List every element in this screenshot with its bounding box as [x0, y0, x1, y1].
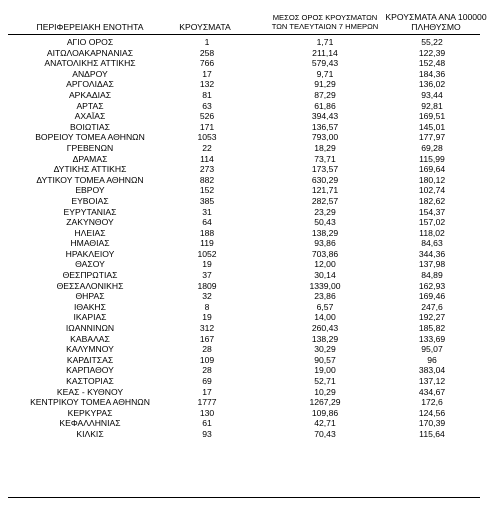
- cell-region: ΘΕΣΠΡΩΤΙΑΣ: [62, 270, 118, 281]
- cell-region: ΚΕΡΚΥΡΑΣ: [67, 407, 113, 418]
- cell-cases: 188: [199, 227, 215, 238]
- cell-7day-average: 23,86: [314, 291, 336, 302]
- cell-region: ΔΥΤΙΚΟΥ ΤΟΜΕΑ ΑΘΗΝΩΝ: [36, 174, 144, 185]
- cell-per-100k: 192,27: [418, 312, 446, 323]
- cell-region: ΗΜΑΘΙΑΣ: [70, 238, 110, 249]
- cell-7day-average: 1267,29: [309, 397, 341, 408]
- table-row: [0, 376, 500, 387]
- cell-per-100k: 157,02: [418, 217, 446, 228]
- cell-region: ΚΕΦΑΛΛΗΝΙΑΣ: [59, 418, 121, 429]
- cell-per-100k: 434,67: [418, 386, 446, 397]
- cell-per-100k: 102,74: [418, 185, 446, 196]
- table-row: [0, 323, 500, 334]
- cell-per-100k: 152,48: [418, 58, 446, 69]
- table-row: [0, 228, 500, 239]
- cell-region: ΙΚΑΡΙΑΣ: [73, 312, 107, 323]
- cell-cases: 258: [199, 47, 215, 58]
- cell-cases: 1052: [197, 248, 217, 259]
- cell-cases: 31: [202, 206, 212, 217]
- cell-per-100k: 162,93: [418, 280, 446, 291]
- cell-region: ΑΧΑΪΑΣ: [74, 111, 106, 122]
- cell-7day-average: 73,71: [314, 153, 336, 164]
- table-row: [0, 37, 500, 48]
- cell-region: ΚΑΒΑΛΑΣ: [70, 333, 110, 344]
- cell-region: ΘΑΣΟΥ: [75, 259, 105, 270]
- cell-region: ΚΕΑΣ - ΚΥΘΝΟΥ: [56, 386, 124, 397]
- header-divider: [8, 34, 480, 35]
- cell-cases: 526: [199, 111, 215, 122]
- cell-region: ΓΡΕΒΕΝΩΝ: [66, 142, 114, 153]
- cell-7day-average: 93,86: [314, 238, 336, 249]
- table-row: [0, 101, 500, 112]
- cell-7day-average: 61,86: [314, 100, 336, 111]
- cell-cases: 93: [202, 428, 212, 439]
- cell-per-100k: 115,64: [419, 428, 445, 439]
- cell-region: ΔΥΤΙΚΗΣ ΑΤΤΙΚΗΣ: [53, 164, 127, 175]
- cell-cases: 22: [202, 142, 212, 153]
- cell-cases: 81: [202, 89, 212, 100]
- cell-per-100k: 92,81: [421, 100, 443, 111]
- cell-7day-average: 138,29: [311, 227, 339, 238]
- table-row: [0, 418, 500, 429]
- cell-per-100k: 154,37: [418, 206, 446, 217]
- cell-per-100k: 93,44: [421, 89, 443, 100]
- cell-7day-average: 42,71: [314, 418, 336, 429]
- cell-cases: 130: [199, 407, 215, 418]
- cell-region: ΔΡΑΜΑΣ: [72, 153, 108, 164]
- cell-per-100k: 133,69: [418, 333, 446, 344]
- cell-cases: 882: [199, 174, 215, 185]
- cell-per-100k: 170,39: [418, 418, 446, 429]
- cell-region: ΕΥΡΥΤΑΝΙΑΣ: [63, 206, 117, 217]
- table-row: [0, 238, 500, 249]
- cell-cases: 63: [202, 100, 212, 111]
- cell-7day-average: 23,29: [314, 206, 336, 217]
- cell-cases: 28: [202, 365, 212, 376]
- table-row: [0, 429, 500, 440]
- cell-region: ΕΒΡΟΥ: [75, 185, 105, 196]
- cell-per-100k: 169,64: [418, 164, 446, 175]
- cell-per-100k: 118,02: [419, 227, 445, 238]
- cell-region: ΚΑΡΔΙΤΣΑΣ: [66, 354, 114, 365]
- cell-7day-average: 136,57: [311, 121, 339, 132]
- cell-cases: 312: [199, 323, 215, 334]
- cell-7day-average: 109,86: [311, 407, 339, 418]
- cell-7day-average: 1,71: [316, 37, 334, 47]
- cell-cases: 17: [202, 68, 212, 79]
- cell-region: ΗΡΑΚΛΕΙΟΥ: [65, 248, 115, 259]
- table-bottom-divider: [8, 497, 480, 498]
- cell-cases: 1777: [197, 397, 217, 408]
- cell-cases: 61: [202, 418, 212, 429]
- table-row: [0, 291, 500, 302]
- cell-cases: 132: [199, 79, 215, 90]
- cell-7day-average: 91,29: [314, 79, 336, 90]
- table-row: [0, 164, 500, 175]
- cell-per-100k: 182,62: [418, 195, 446, 206]
- cell-7day-average: 70,43: [314, 428, 336, 439]
- table-row: [0, 259, 500, 270]
- cell-7day-average: 1339,00: [309, 280, 341, 291]
- cell-cases: 64: [202, 217, 212, 228]
- cell-region: ΑΡΚΑΔΙΑΣ: [68, 89, 112, 100]
- cell-7day-average: 87,29: [314, 89, 336, 100]
- cell-7day-average: 630,29: [311, 174, 339, 185]
- cell-7day-average: 6,57: [316, 301, 334, 312]
- cell-per-100k: 383,04: [418, 365, 446, 376]
- cell-per-100k: 84,89: [421, 270, 443, 281]
- cell-7day-average: 394,43: [311, 111, 339, 122]
- cell-cases: 167: [199, 333, 215, 344]
- cell-cases: 1053: [197, 132, 217, 143]
- table-row: [0, 281, 500, 292]
- cell-per-100k: 172,6: [421, 397, 443, 408]
- cell-per-100k: 55,22: [421, 37, 443, 47]
- cell-region: ΚΕΝΤΡΙΚΟΥ ΤΟΜΕΑ ΑΘΗΝΩΝ: [30, 397, 150, 408]
- cell-region: ΚΑΡΠΑΘΟΥ: [66, 365, 114, 376]
- cell-7day-average: 30,29: [314, 344, 336, 355]
- cell-per-100k: 136,02: [418, 79, 446, 90]
- cell-per-100k: 137,98: [418, 259, 446, 270]
- cell-per-100k: 184,36: [418, 68, 446, 79]
- cell-7day-average: 121,71: [311, 185, 339, 196]
- cell-7day-average: 90,57: [314, 354, 336, 365]
- cell-region: ΖΑΚΥΝΘΟΥ: [66, 217, 114, 228]
- header-per-100k-line1: ΚΡΟΥΣΜΑΤΑ ΑΝΑ 100000: [385, 12, 487, 22]
- cell-cases: 152: [199, 185, 215, 196]
- cell-cases: 28: [202, 344, 212, 355]
- table-row: [0, 143, 500, 154]
- cell-cases: 69: [202, 376, 212, 386]
- cell-region: ΑΓΙΟ ΟΡΟΣ: [66, 37, 114, 47]
- cell-cases: 171: [199, 121, 215, 132]
- table-row: [0, 58, 500, 69]
- cell-per-100k: 115,99: [419, 153, 445, 164]
- cell-per-100k: 84,63: [421, 238, 443, 249]
- table-row: [0, 217, 500, 228]
- header-7day-average-line1: ΜΕΣΟΣ ΟΡΟΣ ΚΡΟΥΣΜΑΤΩΝ: [272, 13, 378, 22]
- header-cases-label: ΚΡΟΥΣΜΑΤΑ: [179, 22, 231, 32]
- cell-cases: 1809: [197, 280, 217, 291]
- cell-region: ΑΡΓΟΛΙΔΑΣ: [66, 79, 114, 90]
- cell-region: ΕΥΒΟΙΑΣ: [71, 195, 109, 206]
- cell-per-100k: 247,6: [421, 301, 443, 312]
- header-7day-average-line2: ΤΩΝ ΤΕΛΕΥΤΑΙΩΝ 7 ΗΜΕΡΩΝ: [271, 22, 379, 31]
- cell-cases: 273: [199, 164, 215, 175]
- cell-region: ΚΑΛΥΜΝΟΥ: [66, 344, 114, 355]
- cell-cases: 109: [199, 354, 215, 365]
- cell-7day-average: 12,00: [314, 259, 336, 270]
- cell-per-100k: 169,46: [418, 291, 446, 302]
- cell-7day-average: 282,57: [311, 195, 339, 206]
- cell-cases: 19: [202, 312, 212, 323]
- cell-cases: 385: [199, 195, 215, 206]
- header-7day-average: [265, 13, 385, 31]
- cell-region: ΚΑΣΤΟΡΙΑΣ: [66, 376, 114, 386]
- cell-per-100k: 69,28: [421, 142, 443, 153]
- cell-cases: 17: [202, 386, 212, 397]
- cell-cases: 119: [200, 238, 214, 249]
- table-row: [0, 122, 500, 133]
- cell-per-100k: 122,39: [418, 47, 446, 58]
- cell-region: ΑΝΔΡΟΥ: [72, 68, 108, 79]
- table-row: [0, 355, 500, 366]
- cell-7day-average: 211,14: [312, 47, 338, 58]
- cell-cases: 766: [199, 58, 215, 69]
- cell-region: ΗΛΕΙΑΣ: [74, 227, 106, 238]
- table-row: [0, 397, 500, 408]
- table-row: [0, 90, 500, 101]
- cell-7day-average: 703,86: [311, 248, 339, 259]
- cell-region: ΘΗΡΑΣ: [75, 291, 105, 302]
- table-row: [0, 312, 500, 323]
- cell-per-100k: 95,07: [421, 344, 443, 355]
- cell-per-100k: 180,12: [418, 174, 446, 185]
- cell-7day-average: 579,43: [311, 58, 339, 69]
- cell-7day-average: 173,57: [311, 164, 339, 175]
- cell-7day-average: 19,00: [314, 365, 336, 376]
- table-row: [0, 69, 500, 80]
- cell-7day-average: 30,14: [314, 270, 336, 281]
- table-body: [0, 37, 500, 440]
- cell-7day-average: 10,29: [314, 386, 336, 397]
- table-row: [0, 365, 500, 376]
- table-row: [0, 344, 500, 355]
- table-row: [0, 207, 500, 218]
- cell-region: ΙΘΑΚΗΣ: [74, 301, 106, 312]
- cell-per-100k: 169,51: [418, 111, 446, 122]
- cell-cases: 114: [200, 153, 214, 164]
- cell-7day-average: 14,00: [314, 312, 336, 323]
- table-row: [0, 48, 500, 59]
- table-row: [0, 154, 500, 165]
- cell-7day-average: 793,00: [311, 132, 339, 143]
- cell-per-100k: 145,01: [418, 121, 446, 132]
- header-per-100k-line2: ΠΛΗΘΥΣΜΟ: [411, 21, 461, 32]
- cell-cases: 19: [202, 259, 212, 270]
- table-row: [0, 408, 500, 419]
- cell-region: ΑΙΤΩΛΟΑΚΑΡΝΑΝΙΑΣ: [46, 47, 134, 58]
- header-region-label: ΠΕΡΙΦΕΡΕΙΑΚΗ ΕΝΟΤΗΤΑ: [36, 22, 144, 32]
- table-row: [0, 270, 500, 281]
- table-row: [0, 111, 500, 122]
- table-row: [0, 302, 500, 313]
- header-cases: [175, 23, 235, 32]
- cell-region: ΙΩΑΝΝΙΝΩΝ: [65, 323, 115, 334]
- header-per-100k: [376, 13, 496, 32]
- cell-7day-average: 50,43: [314, 217, 336, 228]
- table-row: [0, 387, 500, 398]
- cell-region: ΑΡΤΑΣ: [76, 100, 104, 111]
- table-row: [0, 334, 500, 345]
- cell-cases: 1: [204, 37, 210, 47]
- cell-per-100k: 185,82: [418, 323, 446, 334]
- cell-cases: 37: [202, 270, 212, 281]
- cell-per-100k: 96: [427, 354, 437, 365]
- cell-region: ΘΕΣΣΑΛΟΝΙΚΗΣ: [56, 280, 124, 291]
- table-row: [0, 249, 500, 260]
- cell-7day-average: 9,71: [316, 68, 334, 79]
- cell-region: ΑΝΑΤΟΛΙΚΗΣ ΑΤΤΙΚΗΣ: [44, 58, 136, 69]
- table-row: [0, 175, 500, 186]
- cell-region: ΚΙΛΚΙΣ: [76, 428, 104, 439]
- cell-per-100k: 177,97: [418, 132, 446, 143]
- cell-7day-average: 138,29: [311, 333, 339, 344]
- table-row: [0, 196, 500, 207]
- cell-7day-average: 260,43: [311, 323, 339, 334]
- cell-7day-average: 18,29: [314, 142, 336, 153]
- table-row: [0, 132, 500, 143]
- cell-per-100k: 137,12: [418, 376, 446, 386]
- table-row: [0, 79, 500, 90]
- cell-region: ΒΟΙΩΤΙΑΣ: [70, 121, 110, 132]
- cell-cases: 32: [202, 291, 212, 302]
- cell-per-100k: 344,36: [418, 248, 446, 259]
- cell-7day-average: 52,71: [314, 376, 336, 386]
- header-region: [10, 23, 170, 32]
- cell-cases: 8: [204, 301, 210, 312]
- cell-per-100k: 124,56: [418, 407, 446, 418]
- cell-region: ΒΟΡΕΙΟΥ ΤΟΜΕΑ ΑΘΗΝΩΝ: [35, 132, 145, 143]
- table-row: [0, 185, 500, 196]
